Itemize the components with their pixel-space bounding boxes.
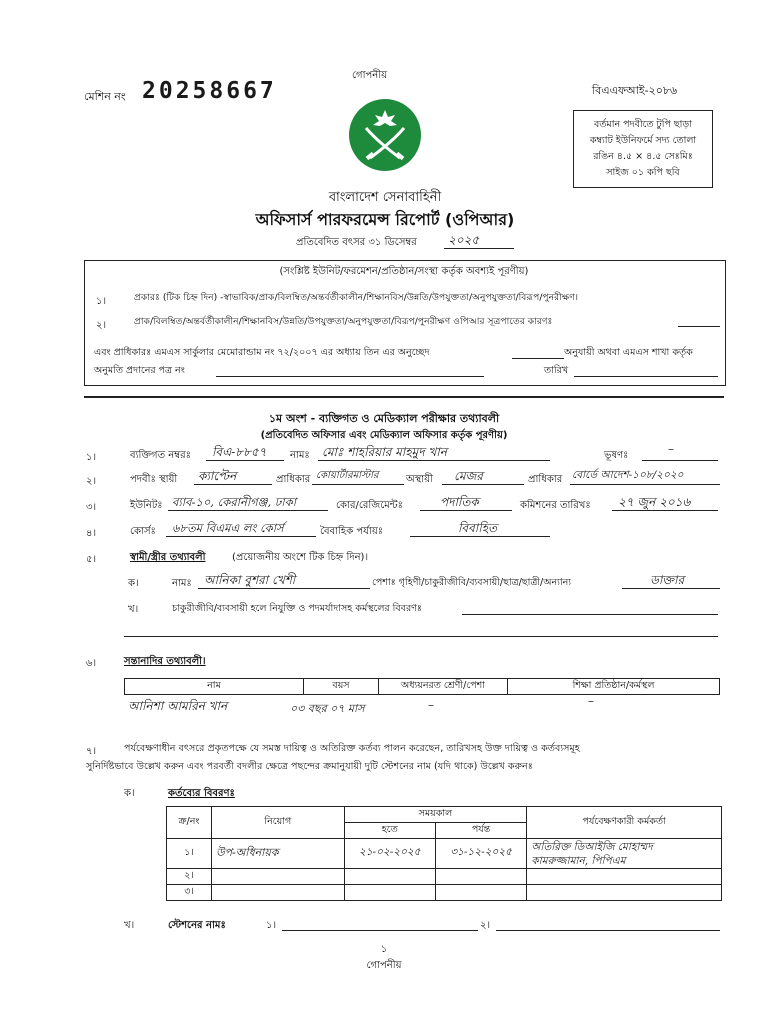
rank-permanent-label: পদবীঃ স্থায়ী	[130, 474, 178, 485]
stations-label: স্টেশনের নামঃ	[168, 920, 226, 931]
unit-label: ইউনিটঃ	[130, 500, 163, 511]
duty-from	[344, 885, 435, 901]
photo-line-2: কম্ব্যাট ইউনিফর্মে সদ্য তোলা	[589, 135, 697, 146]
photo-line-1: বর্তমান পদবীতে টুপি ছাড়া	[594, 119, 692, 130]
row7a-num: ক।	[124, 788, 135, 799]
row7-num: ৭।	[86, 746, 97, 757]
report-year-label: প্রতিবেদিত বৎসর ৩১ ডিসেম্বর	[296, 237, 417, 248]
duty-appointment	[212, 885, 345, 901]
spouse-profession-value: ডাক্তার	[650, 573, 685, 587]
part1-subtitle: (প্রতিবেদিত অফিসার এবং মেডিক্যাল অফিসার কর্তৃক পূরণীয়)	[260, 430, 508, 441]
children-table	[124, 678, 720, 695]
col-age: বয়স	[304, 679, 379, 695]
duty-to: ৩১-১২-২০২৫	[435, 839, 526, 869]
duty-col-to: পর্যন্ত	[435, 823, 526, 839]
photo-box	[573, 110, 713, 188]
authority-text: এবং প্রাধিকারঃ এমএস সার্কুলার মেমোরান্ডাম নং ৭২/২০০৭ এর অধ্যায় তিন এর অনুচ্ছেদ	[94, 347, 430, 358]
item2-num: ২।	[96, 320, 107, 331]
duty-col-officer: পর্যবেক্ষণকারী কর্মকর্তা	[527, 807, 722, 839]
row5b-num: খ।	[128, 604, 139, 615]
child-name: আনিশা আমরিন খান	[128, 699, 228, 713]
duty-details-title: কর্তব্যের বিবরণঃ	[168, 788, 235, 799]
duty-col-serial: ক্র/নং	[167, 807, 212, 839]
rank-temporary-value: মেজর	[454, 469, 483, 483]
duty-row	[167, 885, 722, 901]
row5-num: ৫।	[86, 554, 97, 565]
authority-value-1: কোয়ার্টারমাস্টার	[316, 470, 379, 481]
item1-num: ১।	[96, 296, 107, 307]
spouse-name-value: আনিকা বুশরা খেশী	[204, 573, 296, 587]
duty-instruction-1: পর্যবেক্ষণাধীন বৎসরে প্রকৃতপক্ষে যে সমস্ত দায়িত্ব ও অতিরিক্ত কর্তব্য পালন করেছেন, তারিখসহ উক্ত দায়িত্ব ও কর্তব্যসমূহ	[124, 743, 580, 754]
child-class: –	[428, 698, 434, 712]
duty-from	[344, 869, 435, 885]
child-age: ০৩ বছর ০৭ মাস	[290, 702, 365, 715]
page-number: ১	[380, 944, 388, 955]
marital-status-value: বিবাহিত	[458, 521, 498, 535]
footer-secret: গোপনীয়	[366, 960, 402, 971]
authority-text-2: অনুযায়ী অথবা এমএস শাখা কর্তৃক	[564, 347, 693, 358]
commission-date-label: কমিশনের তারিখঃ	[520, 500, 591, 511]
date-label: তারিখ	[544, 365, 569, 376]
spouse-name-label: নামঃ	[172, 578, 192, 589]
col-class: অধ্যয়নরত শ্রেণী/পেশা	[379, 679, 508, 695]
part1-title: ১ম অংশ - ব্যক্তিগত ও মেডিক্যাল পরীক্ষার তথ্যাবলী	[268, 412, 500, 425]
spouse-info-title: স্বামী/স্ত্রীর তথ্যাবলী	[130, 552, 206, 563]
spouse-workplace-label: চাকুরীজীবি/ব্যবসায়ী হলে নিযুক্তি ও পদমর্যাদাসহ কর্মস্থলের বিবরণঃ	[172, 603, 422, 614]
duty-col-period: সময়কাল	[344, 807, 527, 823]
rank-temporary-label: অস্থায়ী	[406, 474, 433, 485]
rank-permanent-value: ক্যাপ্টেন	[198, 469, 237, 483]
decoration-label: ভূষণঃ	[604, 450, 629, 461]
duty-to	[435, 885, 526, 901]
unit-value: ব্যাব-১০, কেরানীগঞ্জ, ঢাকা	[172, 495, 297, 509]
duty-officer-line1: অতিরিক্ত ডিআইজি মোহাম্মদ	[531, 840, 653, 853]
duty-appointment	[212, 869, 345, 885]
personal-no-label: ব্যক্তিগত নম্বরঃ	[130, 450, 191, 461]
duty-row-num: ২।	[167, 869, 212, 885]
opr-type-options: প্রকারঃ (টিক চিহ্ন দিন) -স্বাভাবিক/প্রাক/বিলম্বিত/অন্তর্বর্তীকালীন/শিক্ষানবিস/উন্নতি/উপযুক্ততা/অনুপযুক্ততা/বিরূপ/পুনরীক্ষণ।	[134, 292, 579, 303]
permission-letter-label: অনুমতি প্রদানের পত্র নং	[94, 365, 185, 376]
row2-num: ২।	[86, 476, 97, 487]
form-title: অফিসার্স পারফরমেন্স রিপোর্ট (ওপিআর)	[255, 210, 515, 229]
duty-col-appointment: নিয়োগ	[212, 807, 345, 839]
row3-num: ৩।	[86, 502, 97, 513]
duty-from: ২১-০২-২০২৫	[344, 839, 435, 869]
personal-no-value: বিএ-৮৮৫৭	[212, 445, 267, 459]
name-value: মোঃ শাহরিয়ার মাহমুদ খান	[322, 445, 447, 459]
decoration-value: –	[668, 442, 674, 456]
duty-instruction-2: সুনির্দিষ্টভাবে উল্লেখ করুন এবং পরবর্তী বদলীর ক্ষেত্রে পছন্দের ক্রমানুযায়ী দুটি স্টেশনের নাম (যদি থাকে) উল্লেখ করুনঃ	[86, 761, 533, 772]
unit-box-heading: (সংশ্লিষ্ট ইউনিট/ফরমেশন/প্রতিষ্ঠান/সংস্থা কর্তৃক অবশ্যই পূরণীয়)	[279, 266, 529, 277]
duty-officer	[527, 885, 722, 901]
opr-reason-label: প্রাক/বিলম্বিত/অন্তর্বর্তীকালীন/শিক্ষানবিস/উন্নতি/উপযুক্ততা/অনুপযুক্ততা/বিরূপ/পুনরীক্ষণ ওপিআর সূত্রপাতের কারণঃ	[134, 316, 553, 327]
form-code: বিএএফআই-২০৮৬	[592, 84, 678, 97]
course-label: কোর্সঃ	[130, 526, 156, 537]
row5a-num: ক।	[128, 578, 139, 589]
corps-value: পদাতিক	[440, 495, 479, 509]
duty-officer-line2: কামরুজ্জামান, পিপিএম	[531, 854, 626, 867]
col-institution: শিক্ষা প্রতিষ্ঠান/কর্মস্থল	[508, 679, 720, 695]
duty-officer	[527, 869, 722, 885]
army-emblem-icon	[348, 98, 422, 175]
row1-num: ১।	[86, 452, 97, 463]
top-secret-label: গোপনীয়	[352, 70, 388, 81]
commission-date-value: ২৭ জুন ২০১৬	[618, 495, 691, 509]
org-name: বাংলাদেশ সেনাবাহিনী	[328, 190, 442, 205]
child-institution: –	[588, 694, 594, 708]
duty-col-from: হতে	[344, 823, 435, 839]
station-1-label: ১।	[266, 920, 277, 931]
spouse-profession-label: পেশাঃ গৃহিণী/চাকুরীজীবি/ব্যবসায়ী/ছাত্র/ছাত্রী/অন্যান্য	[372, 577, 572, 588]
children-info-title: সন্তানাদির তথ্যাবলী।	[124, 656, 206, 667]
spouse-info-note: (প্রয়োজনীয় অংশে টিক চিহ্ন দিন)।	[232, 552, 369, 563]
row4-num: ৪।	[86, 528, 97, 539]
machine-number: 20258667	[142, 78, 277, 104]
station-2-label: ২।	[480, 920, 491, 931]
duty-appointment: উপ-অধিনায়ক	[212, 839, 345, 869]
course-value: ৬৮তম বিএমএ লং কোর্স	[172, 521, 284, 535]
photo-line-4: সাইজ ০১ কপি ছবি	[606, 167, 680, 178]
duty-row-num: ১।	[167, 839, 212, 869]
authority-label-2: প্রাধিকার	[528, 474, 563, 485]
duty-row-num: ৩।	[167, 885, 212, 901]
col-name: নাম	[125, 679, 304, 695]
stations-num: খ।	[124, 920, 135, 931]
row6-num: ৬।	[86, 658, 97, 669]
corps-label: কোর/রেজিমেন্টঃ	[336, 500, 403, 511]
duty-to	[435, 869, 526, 885]
machine-no-label: মেশিন নং	[84, 90, 126, 103]
duty-row	[167, 869, 722, 885]
duty-row	[167, 839, 722, 869]
name-label: নামঃ	[290, 450, 310, 461]
authority-value-2: বোর্ডে আদেশ-১০৮/২০২০	[572, 469, 684, 481]
photo-line-3: রঙিন ৪.৫ × ৪.৫ সেঃমিঃ	[593, 151, 693, 162]
marital-status-label: বৈবাহিক পর্যায়ঃ	[320, 526, 384, 537]
duty-table	[166, 806, 722, 901]
authority-label-1: প্রাধিকার	[276, 474, 311, 485]
report-year-value: ২০২৫	[448, 233, 480, 247]
